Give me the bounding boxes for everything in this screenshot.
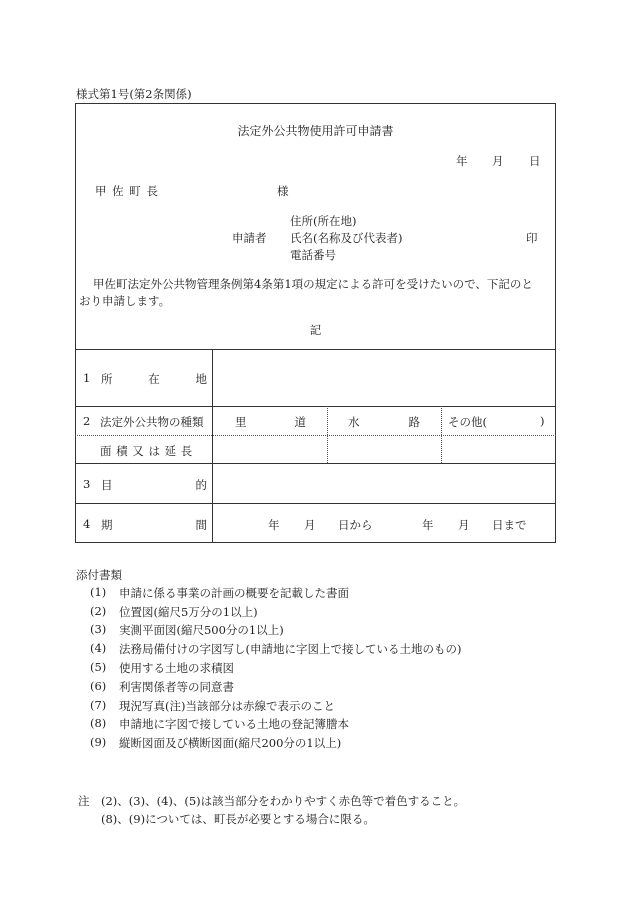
row-location-char: 所 [101, 372, 113, 386]
period-from-month: 月 [304, 518, 316, 532]
row-purpose-num: 3 [83, 477, 91, 491]
ki-label: 記 [309, 323, 322, 337]
row-purpose-char: 的 [195, 478, 207, 492]
attachment-text: 申請に係る事業の計画の概要を記載した書面 [119, 586, 349, 600]
type-option-satomichi[interactable] [235, 414, 306, 430]
date-year: 年 [456, 154, 468, 168]
row-area-label: 面 積 又 は 延 長 [100, 444, 193, 458]
period-from-year: 年 [268, 518, 280, 532]
attachment-num: (3) [90, 622, 107, 636]
notes-line1: (2)、(3)、(4)、(5)は該当部分をわかりやすく赤色等で着色すること。 [101, 794, 466, 808]
attachment-text: 位置図(縮尺5万分の1以上) [119, 605, 258, 619]
body-text-line2: おり申請します。 [79, 294, 171, 308]
applicant-phone: 電話番号 [290, 248, 336, 262]
row-period-char: 期 [101, 518, 113, 532]
period-to-day: 日まで [492, 518, 527, 532]
grid-line [75, 503, 556, 504]
type-option-char: 路 [408, 415, 420, 429]
row-purpose-char: 目 [101, 478, 113, 492]
type-option-other[interactable]: その他( [448, 415, 487, 429]
applicant-name: 氏名(名称及び代表者) [290, 231, 403, 245]
attachment-text: 現況写真(注)当該部分は赤線で表示のこと [119, 699, 335, 713]
attachment-text: 実測平面図(縮尺500分の1以上) [119, 623, 284, 637]
attachment-text: 使用する土地の求積図 [119, 661, 234, 675]
attachment-text: 利害関係者等の同意書 [119, 680, 234, 694]
row-location-char: 地 [195, 372, 207, 386]
body-text-line1: 甲佐町法定外公共物管理条例第4条第1項の規定による許可を受けたいので、下記のと [93, 277, 533, 291]
notes-label: 注 [78, 794, 90, 808]
notes-line2: (8)、(9)については、町長が必要とする場合に限る。 [101, 812, 375, 826]
type-option-char: 水 [348, 415, 360, 429]
addressee-honorific: 様 [277, 184, 289, 198]
row-purpose-label [101, 477, 207, 493]
attachment-num: (6) [90, 679, 107, 693]
period-to-year: 年 [422, 518, 434, 532]
row-type-label: 法定外公共物の種類 [100, 415, 204, 429]
attachment-num: (4) [90, 641, 107, 655]
row-type-num: 2 [83, 414, 91, 428]
row-location-num: 1 [83, 371, 91, 385]
purpose-value-field[interactable] [213, 464, 555, 502]
period-from-day: 日から [338, 518, 373, 532]
applicant-address: 住所(所在地) [290, 214, 357, 228]
date-month: 月 [492, 154, 504, 168]
form-label: 様式第1号(第2条関係) [76, 87, 192, 101]
attachment-num: (5) [90, 660, 107, 674]
location-value-field[interactable] [213, 350, 555, 405]
period-to-month: 月 [458, 518, 470, 532]
type-option-suiro[interactable] [348, 414, 420, 430]
attachment-num: (8) [90, 716, 107, 730]
row-period-char: 間 [195, 518, 207, 532]
row-location-char: 在 [148, 372, 160, 386]
type-option-char: 道 [294, 415, 306, 429]
row-period-label [101, 517, 207, 533]
row-location-label [101, 371, 207, 387]
type-option-char: 里 [235, 415, 247, 429]
attachment-text: 申請地に字図で接している土地の登記簿謄本 [119, 717, 349, 731]
seal-mark: 印 [526, 231, 538, 245]
attachment-num: (1) [90, 585, 107, 599]
type-option-other-close: ) [540, 414, 545, 428]
date-day: 日 [529, 154, 541, 168]
addressee-name: 甲 佐 町 長 [95, 184, 159, 198]
attachment-text: 縦断図面及び横断図面(縮尺200分の1以上) [119, 736, 342, 750]
attachments-heading: 添付書類 [76, 568, 122, 582]
attachment-text: 法務局備付けの字図写し(申請地に字図上で接している土地のもの) [119, 642, 462, 656]
applicant-label: 申請者 [232, 231, 267, 245]
row-period-num: 4 [83, 517, 91, 531]
attachment-num: (7) [90, 698, 107, 712]
attachment-num: (2) [90, 604, 107, 618]
area-value-field[interactable] [213, 436, 555, 462]
grid-line [75, 406, 556, 407]
attachment-num: (9) [90, 735, 107, 749]
form-title: 法定外公共物使用許可申請書 [237, 124, 394, 138]
